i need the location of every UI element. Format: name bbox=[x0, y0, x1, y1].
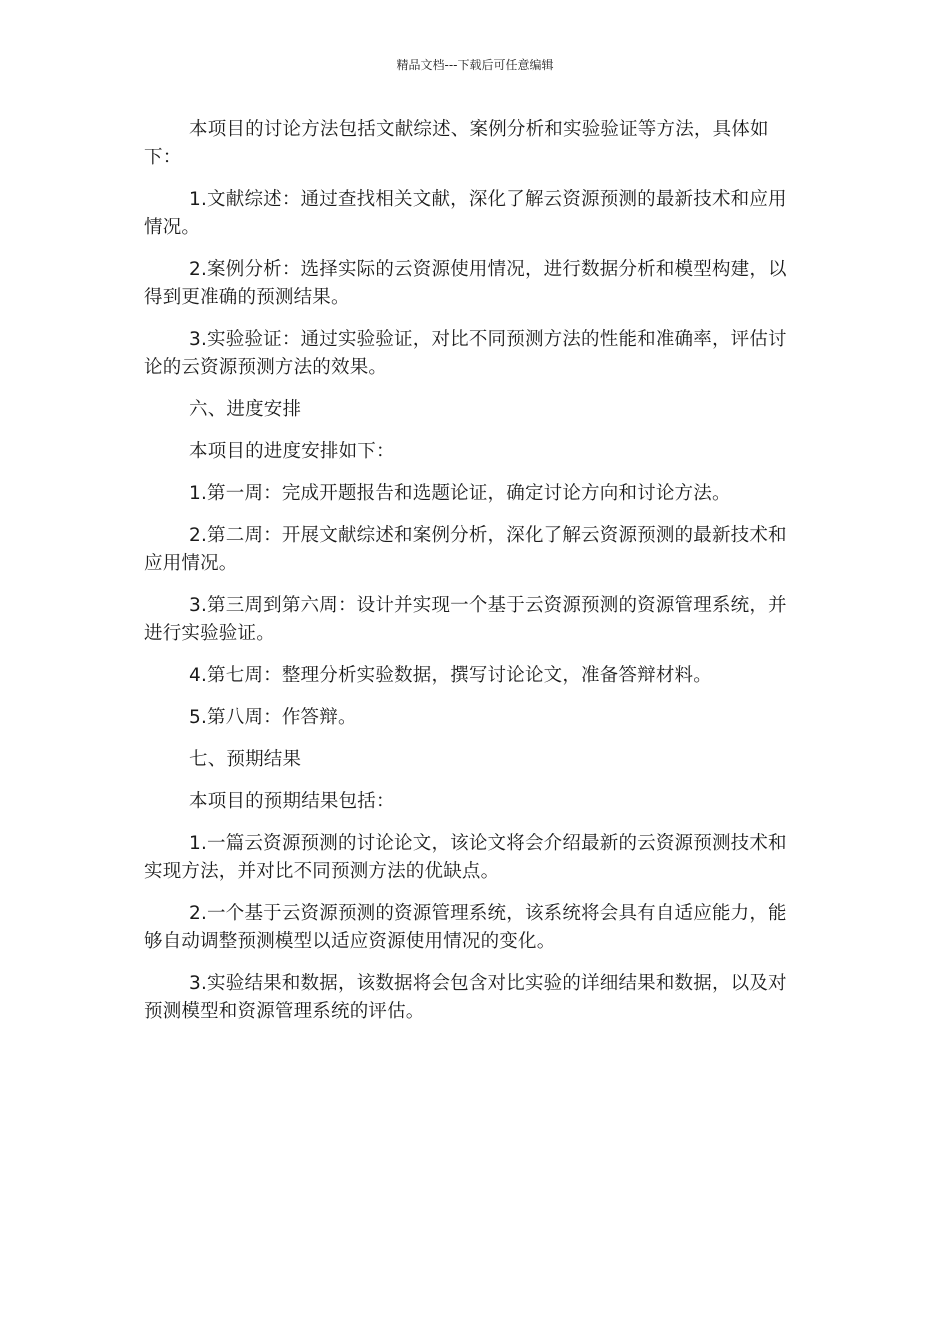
result-paper: 1.一篇云资源预测的讨论论文，该论文将会介绍最新的云资源预测技术和实现方法，并对比不同预测方法的优缺点。 bbox=[144, 833, 787, 882]
schedule-week-1: 1.第一周：完成开题报告和选题论证，确定讨论方向和讨论方法。 bbox=[189, 483, 731, 504]
method-experiment-validation: 3.实验验证：通过实验验证，对比不同预测方法的性能和准确率，评估讨论的云资源预测方法的效果。 bbox=[144, 329, 787, 378]
schedule-week-8: 5.第八周：作答辩。 bbox=[189, 707, 357, 728]
result-system: 2.一个基于云资源预测的资源管理系统，该系统将会具有自适应能力，能够自动调整预测模型以适应资源使用情况的变化。 bbox=[144, 903, 787, 952]
section-heading-expected-results: 七、预期结果 bbox=[189, 749, 302, 770]
result-data: 3.实验结果和数据，该数据将会包含对比实验的详细结果和数据，以及对预测模型和资源管理系统的评估。 bbox=[144, 973, 787, 1022]
schedule-intro-paragraph: 本项目的进度安排如下： bbox=[189, 441, 395, 462]
methods-intro-paragraph: 本项目的讨论方法包括文献综述、案例分析和实验验证等方法，具体如下： bbox=[144, 119, 769, 168]
document-body bbox=[144, 116, 792, 1040]
section-heading-schedule: 六、进度安排 bbox=[189, 399, 302, 420]
results-intro-paragraph: 本项目的预期结果包括： bbox=[189, 791, 395, 812]
page-header: 精品文档---下载后可任意编辑 bbox=[396, 58, 554, 72]
method-literature-review: 1.文献综述：通过查找相关文献，深化了解云资源预测的最新技术和应用情况。 bbox=[144, 189, 787, 238]
schedule-week-2: 2.第二周：开展文献综述和案例分析，深化了解云资源预测的最新技术和应用情况。 bbox=[144, 525, 787, 574]
method-case-analysis: 2.案例分析：选择实际的云资源使用情况，进行数据分析和模型构建，以得到更准确的预测结果。 bbox=[144, 259, 787, 308]
schedule-week-7: 4.第七周：整理分析实验数据，撰写讨论论文，准备答辩材料。 bbox=[189, 665, 712, 686]
schedule-week-3-6: 3.第三周到第六周：设计并实现一个基于云资源预测的资源管理系统，并进行实验验证。 bbox=[144, 595, 787, 644]
